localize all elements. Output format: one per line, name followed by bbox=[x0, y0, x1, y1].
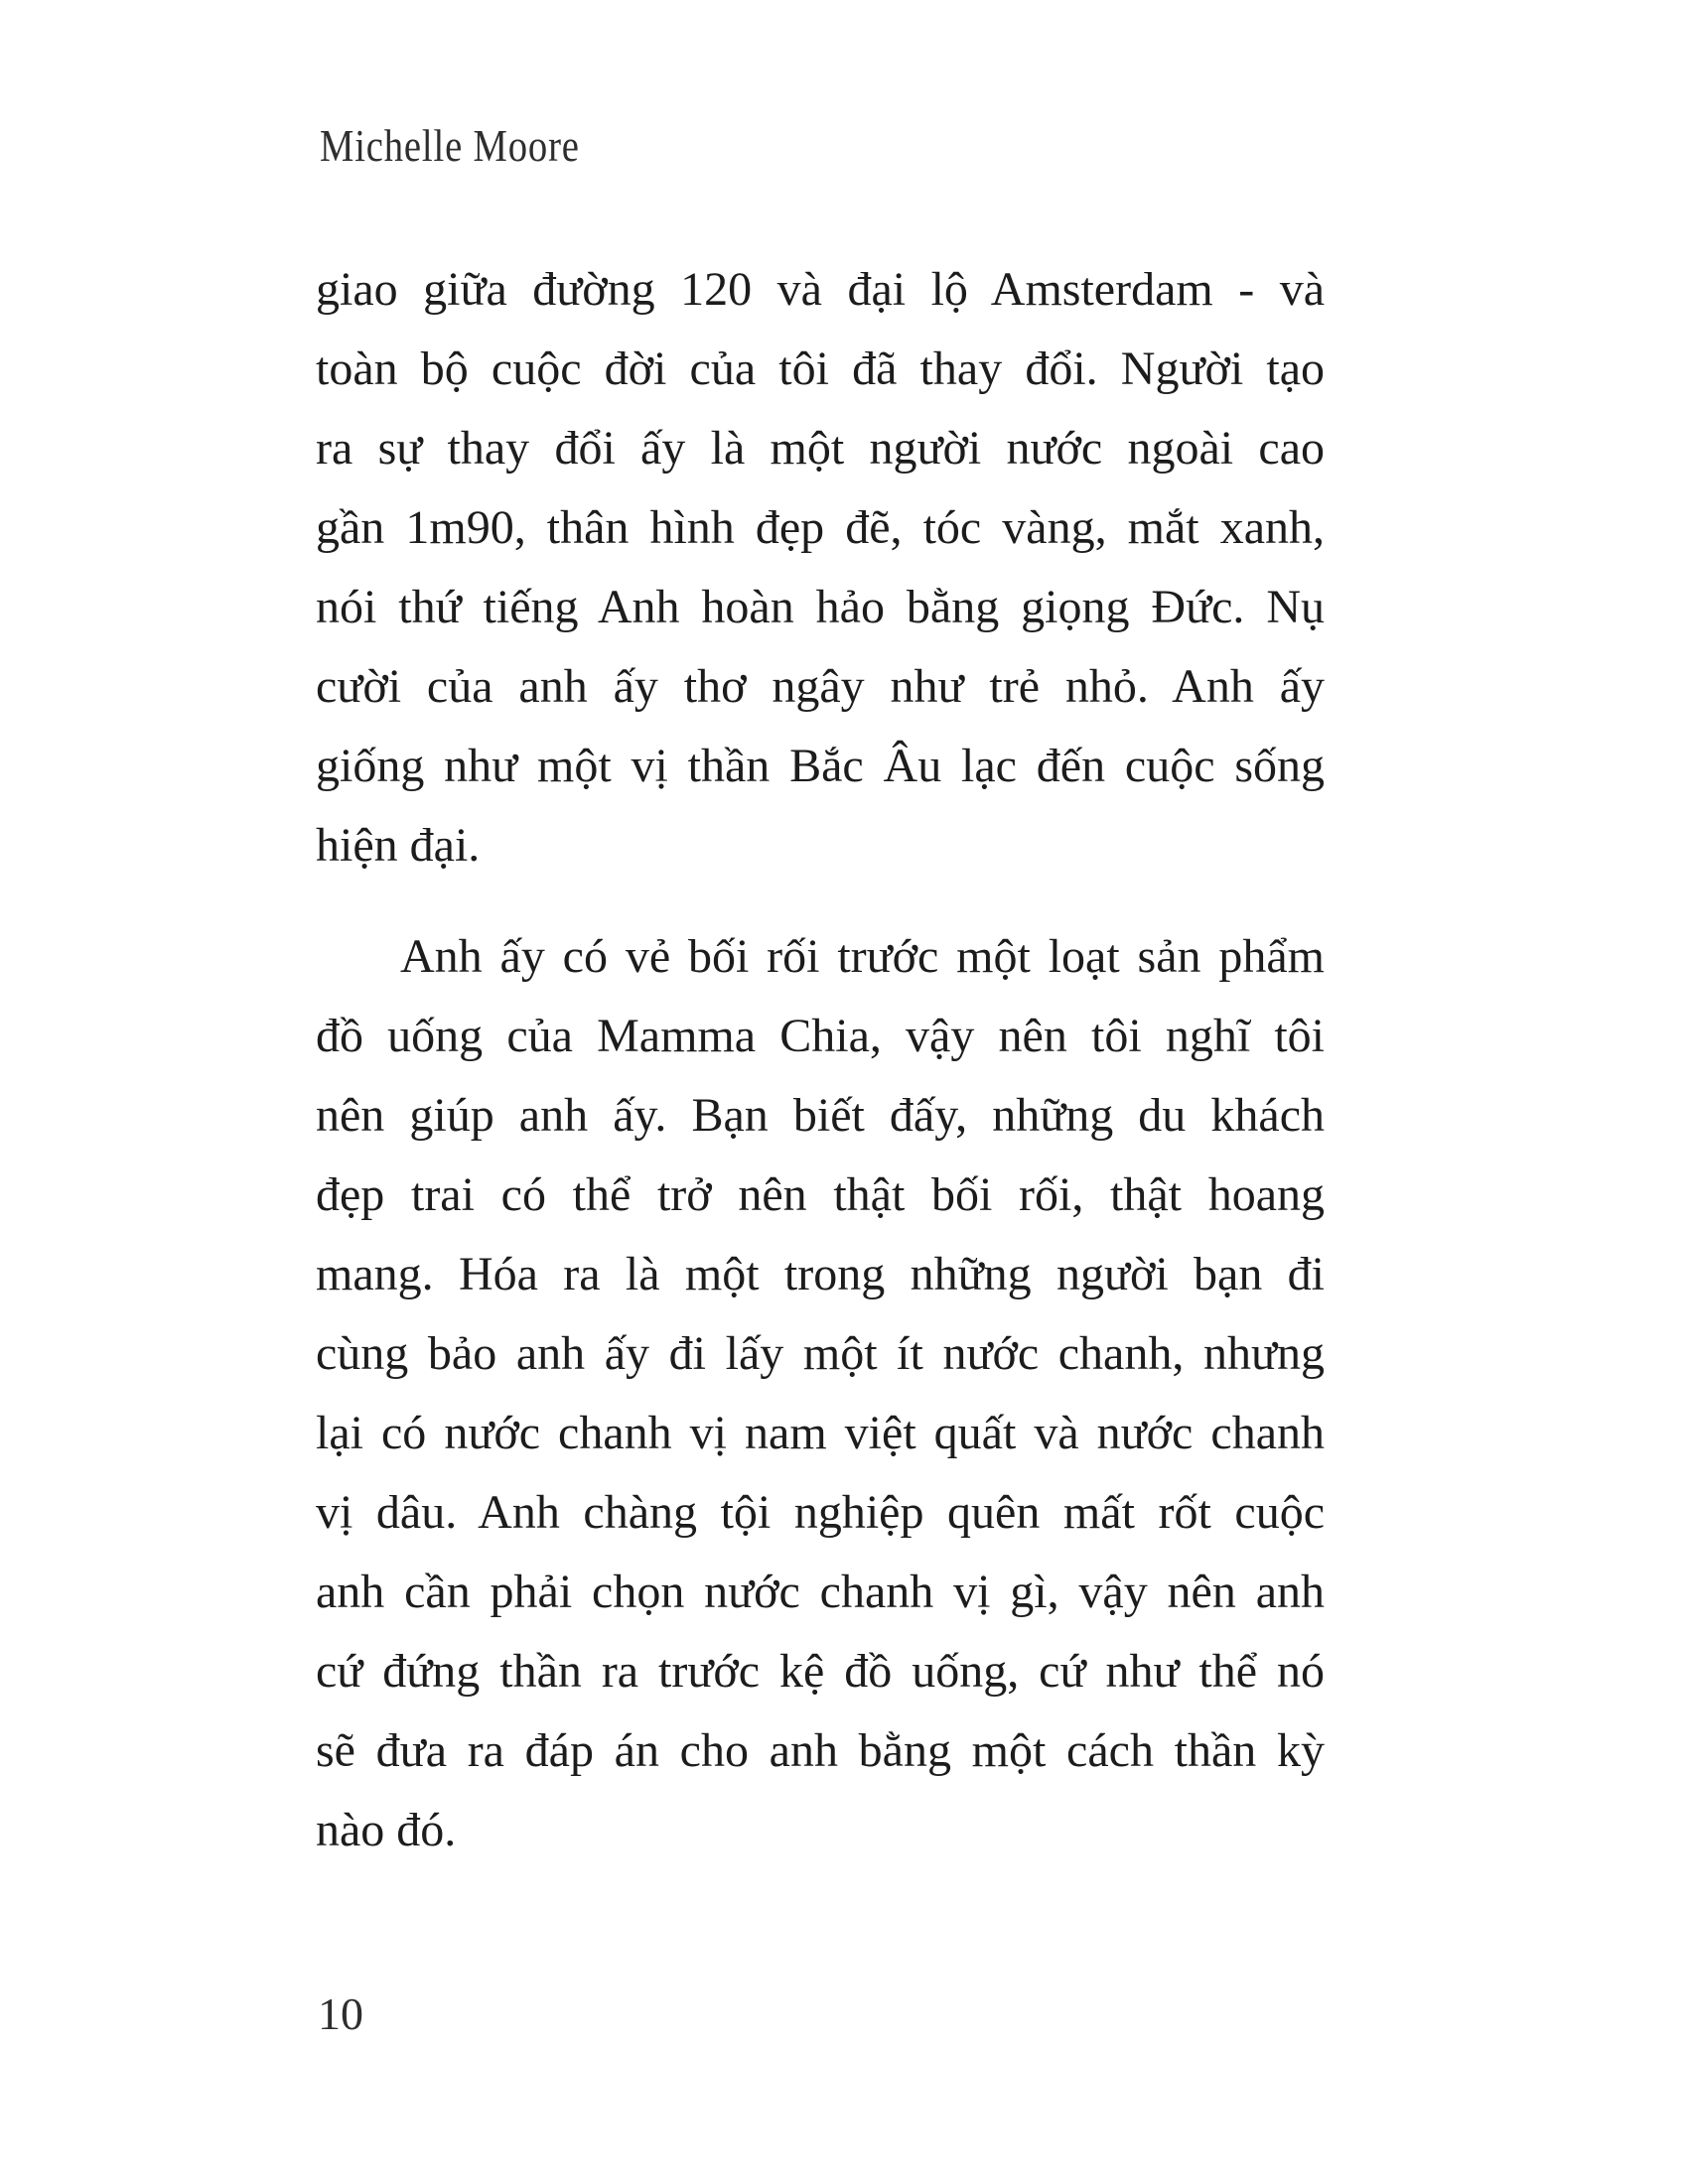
text-line: nên giúp anh ấy. Bạn biết đấy, những du khách bbox=[316, 1089, 1325, 1142]
text-line: giao giữa đường 120 và đại lộ Amsterdam - và bbox=[316, 263, 1325, 316]
text-line: đẹp trai có thể trở nên thật bối rối, thật hoang bbox=[316, 1168, 1325, 1221]
text-line: anh cần phải chọn nước chanh vị gì, vậy nên anh bbox=[316, 1566, 1325, 1618]
paragraph-2 bbox=[316, 917, 1325, 1870]
running-header-author: Michelle Moore bbox=[320, 120, 580, 171]
text-line: gần 1m90, thân hình đẹp đẽ, tóc vàng, mắt xanh, bbox=[316, 501, 1325, 554]
text-line: ra sự thay đổi ấy là một người nước ngoài cao bbox=[316, 422, 1325, 475]
text-line: sẽ đưa ra đáp án cho anh bằng một cách thần kỳ bbox=[316, 1724, 1325, 1777]
text-line: vị dâu. Anh chàng tội nghiệp quên mất rốt cuộc bbox=[316, 1486, 1325, 1539]
text-line: đồ uống của Mamma Chia, vậy nên tôi nghĩ tôi bbox=[316, 1010, 1325, 1062]
text-line: cứ đứng thần ra trước kệ đồ uống, cứ như thể nó bbox=[316, 1645, 1325, 1698]
text-line: cùng bảo anh ấy đi lấy một ít nước chanh, nhưng bbox=[316, 1327, 1325, 1380]
text-line: giống như một vị thần Bắc Âu lạc đến cuộc sống bbox=[316, 740, 1325, 792]
body-text bbox=[316, 250, 1325, 1870]
text-line: lại có nước chanh vị nam việt quất và nước chanh bbox=[316, 1407, 1325, 1459]
text-line: mang. Hóa ra là một trong những người bạn đi bbox=[316, 1248, 1325, 1300]
text-line: hiện đại. bbox=[316, 819, 481, 872]
page-number: 10 bbox=[318, 1988, 363, 2039]
text-line: nào đó. bbox=[316, 1804, 457, 1856]
text-line: cười của anh ấy thơ ngây như trẻ nhỏ. Anh ấy bbox=[316, 660, 1325, 713]
text-line: Anh ấy có vẻ bối rối trước một loạt sản phẩm bbox=[400, 930, 1325, 983]
paragraph-1 bbox=[316, 250, 1325, 886]
text-line: toàn bộ cuộc đời của tôi đã thay đổi. Người tạo bbox=[316, 342, 1325, 395]
text-line: nói thứ tiếng Anh hoàn hảo bằng giọng Đức. Nụ bbox=[316, 581, 1325, 633]
